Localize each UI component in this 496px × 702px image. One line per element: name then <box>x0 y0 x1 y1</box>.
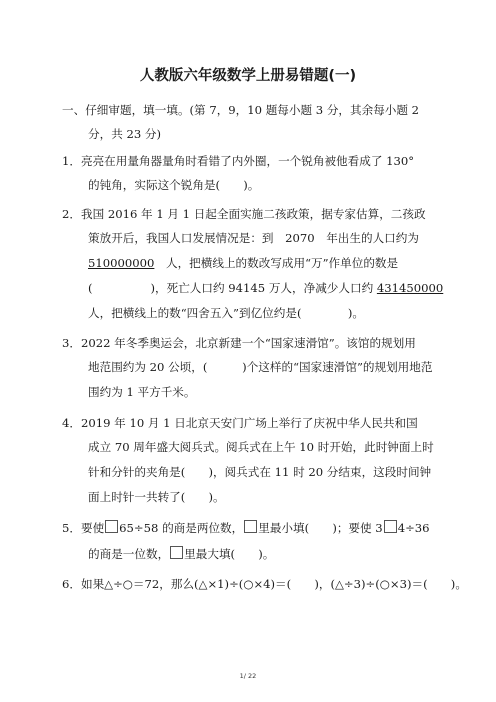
underlined-number: 431450000 <box>376 281 444 295</box>
underlined-number: 510000000 <box>88 256 155 270</box>
question-2-cont: 策放开后，我国人口发展情况是：到 2070 年出生的人口约为 <box>88 231 419 245</box>
question-2-line3 <box>88 255 398 271</box>
blank-box <box>384 520 397 533</box>
question-5-text: 里最大填( )。 <box>184 547 275 561</box>
question-5 <box>62 520 430 536</box>
question-2-line4 <box>88 280 443 296</box>
question-4: 4．2019 年 10 月 1 日北京天安门广场上举行了庆祝中华人民共和国 <box>62 416 418 430</box>
section-heading: 一、仔细审题，填一填。(第 7，9，10 题每小题 3 分，其余每小题 2 <box>62 103 420 117</box>
page-title: 人教版六年级数学上册易错题(一) <box>139 68 357 84</box>
question-2-text: 人，把横线上的数改写成用“万”作单位的数是 <box>154 256 399 270</box>
question-5-text: 65÷58 的商是两位数， <box>119 521 244 535</box>
question-1-cont: 的钝角，实际这个锐角是( )。 <box>88 178 260 192</box>
question-2-text: ( )，死亡人口约 94145 万人，净减少人口约 <box>88 281 377 295</box>
question-2-line5: 人，把横线上的数“四舍五入”到亿位约是( )。 <box>88 306 364 320</box>
question-1: 1．亮亮在用量角器量角时看错了内外圈，一个锐角被他看成了 130° <box>62 154 415 168</box>
question-3-line3: 围约为 1 平方千米。 <box>88 385 196 399</box>
question-5-text: 的商是一位数， <box>88 547 170 561</box>
question-3-cont: 地范围约为 20 公顷，( )个这样的“国家速滑馆”的规划用地范 <box>88 360 433 374</box>
question-6: 6．如果△÷○＝72，那么(△×1)÷(○×4)＝( )，(△÷3)÷(○×3)＝( )。 <box>62 577 467 591</box>
question-5-text: 4÷36 <box>397 521 430 535</box>
question-4-line4: 面上时针一共转了( )。 <box>88 490 225 504</box>
blank-box <box>244 520 257 533</box>
blank-box <box>170 546 183 559</box>
section-heading-cont: 分，共 23 分) <box>88 127 162 141</box>
question-2: 2．我国 2016 年 1 月 1 日起全面实施二孩政策，据专家估算，二孩政 <box>62 207 426 221</box>
question-4-line3: 针和分针的夹角是( )，阅兵式在 11 时 20 分结束，这段时间钟 <box>88 465 432 479</box>
question-4-cont: 成立 70 周年盛大阅兵式。阅兵式在上午 10 时开始，此时钟面上时 <box>88 440 434 454</box>
question-5-text: 里最小填( )；要使 3 <box>258 521 383 535</box>
question-3: 3．2022 年冬季奥运会，北京新建一个“国家速滑馆”。该馆的规划用 <box>62 336 416 350</box>
blank-box <box>105 520 118 533</box>
page-number: 1/ 22 <box>239 672 257 680</box>
question-5-cont <box>88 546 274 562</box>
question-5-text: 5．要使 <box>62 521 105 535</box>
